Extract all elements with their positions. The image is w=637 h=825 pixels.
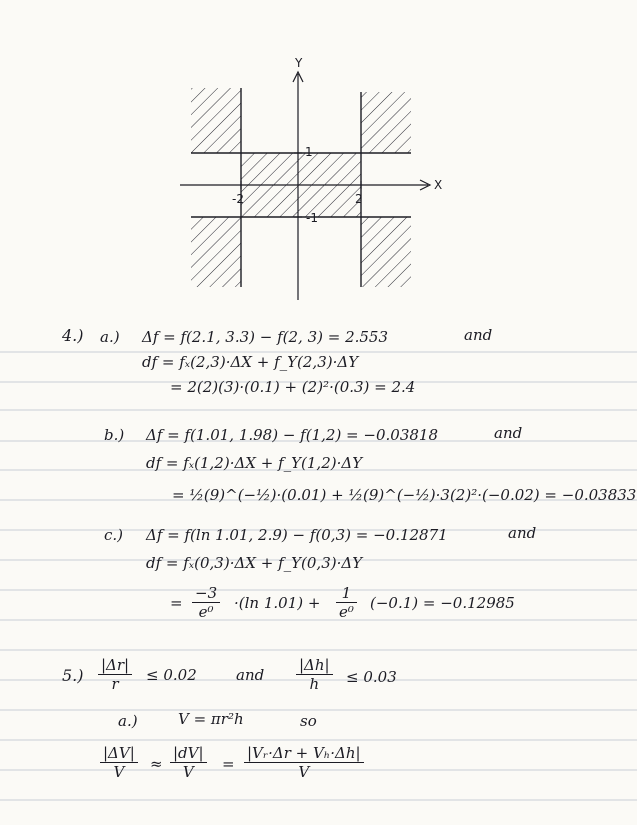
part-4c-fraction-1 (192, 584, 220, 621)
part-4c-fraction-2 (336, 584, 357, 621)
ratio-dv (170, 744, 207, 781)
fraction-denominator: V (113, 763, 125, 781)
part-4c-and: and (508, 524, 537, 542)
approx-symbol: ≈ (150, 755, 163, 773)
part-4b-delta-f: Δf = f(1.01, 1.98) − f(1,2) = −0.03818 (146, 426, 438, 444)
fraction-denominator: V (298, 763, 310, 781)
fraction-denominator: e⁰ (339, 603, 354, 621)
problem-4-number: 4.) (62, 326, 84, 345)
fraction-numerator: |dV| (170, 744, 207, 763)
tick-label-x-negative: -2 (232, 192, 244, 206)
equals-symbol: = (222, 755, 235, 773)
fraction-numerator: |Vᵣ·Δr + Vₕ·Δh| (244, 744, 364, 763)
part-4a-and: and (464, 326, 493, 344)
part-5a-volume-formula: V = πr²h (178, 710, 244, 728)
fraction-numerator: −3 (192, 584, 220, 603)
relative-error-r (98, 656, 132, 693)
fraction-denominator: e⁰ (198, 603, 214, 621)
problem-5-number: 5.) (62, 666, 84, 685)
fraction-denominator: V (182, 763, 194, 781)
tick-label-x-positive: 2 (355, 192, 363, 206)
part-4c-delta-f: Δf = f(ln 1.01, 2.9) − f(0,3) = −0.12871 (146, 526, 448, 544)
part-5a-label: a.) (118, 712, 138, 730)
ratio-partials (244, 744, 364, 781)
fraction-numerator: |ΔV| (100, 744, 138, 763)
part-4b-and: and (494, 424, 523, 442)
fraction-numerator: |Δr| (98, 656, 132, 675)
x-axis-label: X (434, 178, 443, 192)
problem-5-and: and (236, 666, 265, 684)
bound-r: ≤ 0.02 (146, 666, 197, 684)
part-4b-label: b.) (104, 426, 125, 444)
y-axis-label: Y (295, 56, 303, 70)
bound-h: ≤ 0.03 (346, 668, 397, 686)
part-4a-df: df = fₓ(2,3)·ΔX + f_Y(2,3)·ΔY (142, 353, 359, 371)
tick-label-y-positive: 1 (305, 145, 313, 159)
fraction-denominator: r (111, 675, 119, 693)
part-4b-df: df = fₓ(1,2)·ΔX + f_Y(1,2)·ΔY (146, 454, 363, 472)
fraction-denominator: h (309, 675, 320, 693)
part-4a-delta-f: Δf = f(2.1, 3.3) − f(2, 3) = 2.553 (142, 328, 389, 346)
shaded-region-right-upper (361, 92, 411, 153)
part-4a-label: a.) (100, 328, 120, 346)
part-4b-evaluation: = ½(9)^(−½)·(0.01) + ½(9)^(−½)·3(2)²·(−0.02) = −0.03833 (172, 486, 637, 504)
ratio-delta-v (100, 744, 138, 781)
part-5a-so: so (300, 712, 317, 730)
fraction-numerator: 1 (336, 584, 357, 603)
tick-label-y-negative: -1 (306, 211, 318, 225)
part-4c-label: c.) (104, 526, 124, 544)
fraction-numerator: |Δh| (296, 656, 333, 675)
part-4a-evaluation: = 2(2)(3)·(0.1) + (2)²·(0.3) = 2.4 (170, 378, 416, 396)
shaded-region-right-lower (361, 217, 411, 287)
part-4c-df: df = fₓ(0,3)·ΔX + f_Y(0,3)·ΔY (146, 554, 363, 572)
relative-error-h (296, 656, 333, 693)
shaded-region-left-lower (191, 217, 241, 287)
shaded-region-left-upper (191, 88, 241, 153)
part-4c-eval-end: (−0.1) = −0.12985 (370, 594, 515, 612)
part-4c-eval-prefix: = (170, 594, 183, 612)
part-4c-eval-mid: ·(ln 1.01) + (234, 594, 321, 612)
